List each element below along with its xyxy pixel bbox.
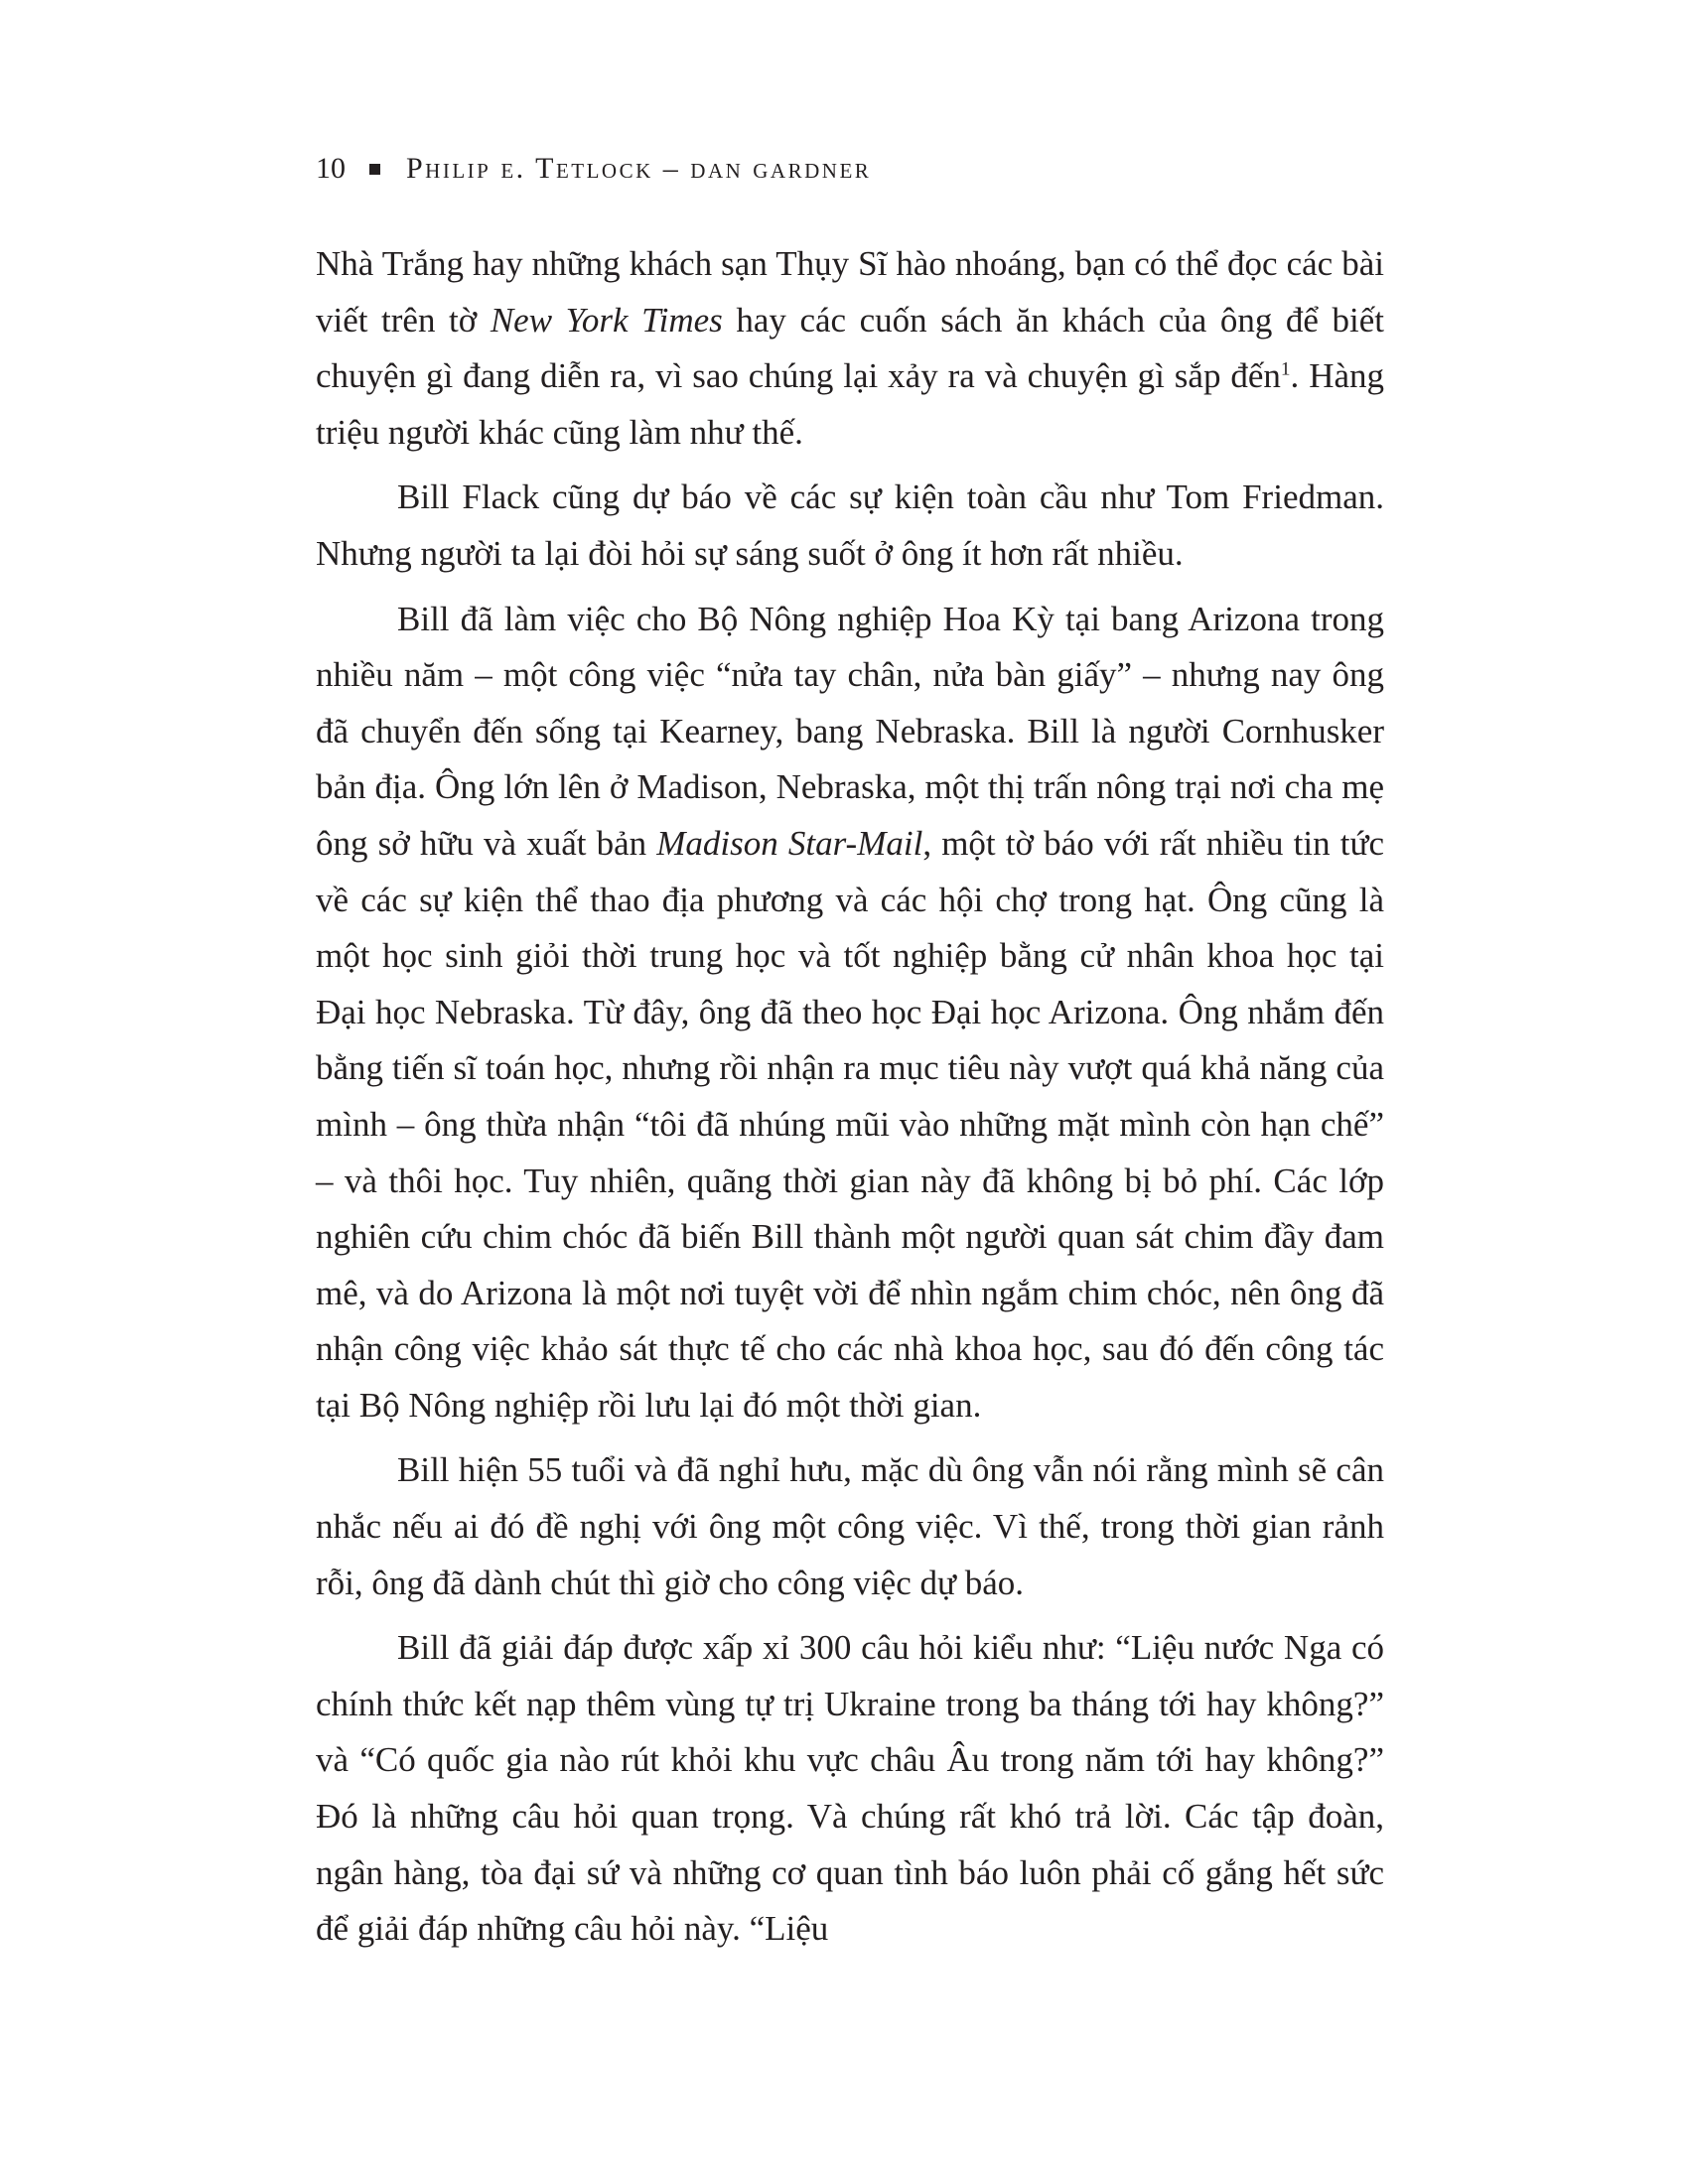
square-bullet-icon <box>369 164 380 175</box>
paragraph-text: hay các cuốn sách ăn khách của ông để biết chuyện gì đang diễn ra, vì sao chúng lại xảy ra và chuyện gì sắp đến <box>316 300 1384 396</box>
paragraph-2: Bill Flack cũng dự báo về các sự kiện toàn cầu như Tom Friedman. Nhưng người ta lại đòi hỏi sự sáng suốt ở ông ít hơn rất nhiều. <box>316 478 1384 573</box>
paragraph-text: Bill đã làm việc cho Bộ Nông nghiệp Hoa Kỳ tại bang Arizona trong nhiều năm – một công việc “nửa tay chân, nửa bàn giấy” – nhưng nay ông đã chuyển đến sống tại Kearney, bang Nebraska. Bill là người Cornhusker bản địa. Ông lớn lên ở Madison, Nebraska, một thị trấn nông trại nơi cha mẹ ông sở hữu và xuất bản <box>316 599 1384 863</box>
paragraph-text: Nhà Trắng hay những khách sạn Thụy Sĩ hào nhoáng, bạn có thể đọc các bài viết trên tờ <box>316 244 1384 340</box>
paragraph-text: , một tờ báo với rất nhiều tin tức về các sự kiện thể thao địa phương và các hội chợ trong hạt. Ông cũng là một học sinh giỏi thời trung học và tốt nghiệp bằng cử nhân khoa học tại Đại học Nebraska. Từ đây, ông đã theo học Đại học Arizona. Ông nhắm đến bằng tiến sĩ toán học, nhưng rồi nhận ra mục tiêu này vượt quá khả năng của mình – ông thừa nhận “tôi đã nhúng mũi vào những mặt mình còn hạn chế” – và thôi học. Tuy nhiên, quãng thời gian này đã không bị bỏ phí. Các lớp nghiên cứu chim chóc đã biến Bill thành một người quan sát chim đầy đam mê, và do Arizona là một nơi tuyệt vời để nhìn ngắm chim chóc, nên ông đã nhận công việc khảo sát thực tế cho các nhà khoa học, sau đó đến công tác tại Bộ Nông nghiệp rồi lưu lại đó một thời gian. <box>316 823 1384 1425</box>
paragraph-4: Bill hiện 55 tuổi và đã nghỉ hưu, mặc dù ông vẫn nói rằng mình sẽ cân nhắc nếu ai đó đề nghị với ông một công việc. Vì thế, trong thời gian rảnh rỗi, ông đã dành chút thì giờ cho công việc dự báo. <box>316 1450 1384 1602</box>
paragraph-5: Bill đã giải đáp được xấp xỉ 300 câu hỏi kiểu như: “Liệu nước Nga có chính thức kết nạp thêm vùng tự trị Ukraine trong ba tháng tới hay không?” và “Có quốc gia nào rút khỏi khu vực châu Âu trong năm tới hay không?” Đó là những câu hỏi quan trọng. Và chúng rất khó trả lời. Các tập đoàn, ngân hàng, tòa đại sứ và những cơ quan tình báo luôn phải cố gắng hết sức để giải đáp những câu hỏi này. “Liệu <box>316 1628 1384 1949</box>
paragraph-1 <box>316 236 1384 461</box>
running-header <box>316 149 871 189</box>
paragraph-3 <box>316 592 1384 1434</box>
body-text <box>316 236 1384 1967</box>
author-names: Philip e. Tetlock – dan gardner <box>406 152 872 185</box>
page-number: 10 <box>316 152 346 185</box>
publication-title: New York Times <box>490 300 723 340</box>
publication-title: Madison Star-Mail <box>656 823 923 863</box>
paragraph-text: . Hàng triệu người khác cũng làm như thế. <box>316 356 1385 452</box>
footnote-reference[interactable]: 1 <box>1280 358 1291 380</box>
